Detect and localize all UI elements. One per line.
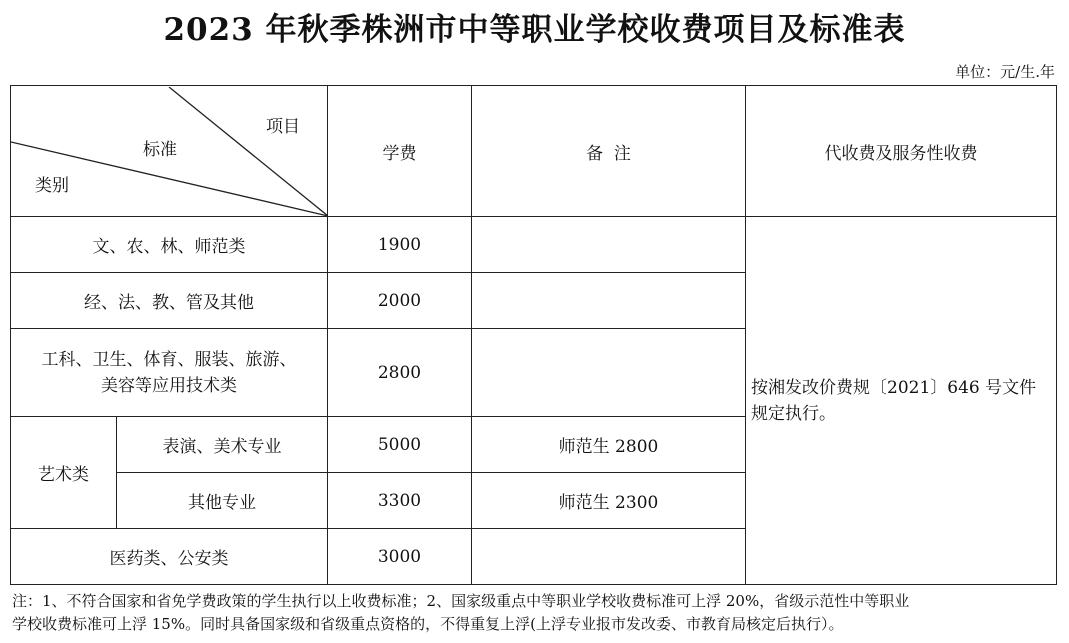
fee-table xyxy=(10,85,1057,585)
tuition-cell: 1900 xyxy=(328,217,472,273)
tuition-cell: 3000 xyxy=(328,529,472,585)
category-cell: 经、法、教、管及其他 xyxy=(11,273,328,329)
remark-cell xyxy=(472,529,746,585)
page-title: 2023 年秋季株洲市中等职业学校收费项目及标准表 xyxy=(163,12,906,48)
footnote-line: 学校收费标准可上浮 15%。同时具备国家级和省级重点资格的，不得重复上浮(上浮专业报市发改委、市教育局核定后执行）。 xyxy=(12,615,844,633)
header-item-label: 项目 xyxy=(266,116,300,137)
category-cell: 其他专业 xyxy=(117,473,328,529)
header-remarks: 备 注 xyxy=(472,86,746,217)
header-tuition: 学费 xyxy=(328,86,472,217)
header-row xyxy=(11,86,1057,217)
unit-label: 单位：元/生.年 xyxy=(955,63,1055,81)
category-cell: 文、农、林、师范类 xyxy=(11,217,328,273)
header-category-label: 类别 xyxy=(35,175,69,196)
tuition-cell: 2000 xyxy=(328,273,472,329)
remark-cell xyxy=(472,217,746,273)
remark-cell: 师范生 2300 xyxy=(472,473,746,529)
remark-cell: 师范生 2800 xyxy=(472,417,746,473)
tuition-cell: 2800 xyxy=(328,329,472,417)
tuition-cell: 3300 xyxy=(328,473,472,529)
services-note: 按湘发改价费规〔2021〕646 号文件规定执行。 xyxy=(751,377,1037,424)
remark-cell xyxy=(472,329,746,417)
remark-cell xyxy=(472,273,746,329)
footnote xyxy=(12,590,1058,636)
category-line: 工科、卫生、体育、服装、旅游、 xyxy=(41,349,297,370)
category-cell: 表演、美术专业 xyxy=(117,417,328,473)
tuition-cell: 5000 xyxy=(328,417,472,473)
services-note-cell xyxy=(746,217,1057,585)
category-cell xyxy=(11,329,328,417)
diagonal-header-cell xyxy=(11,86,328,217)
table-row xyxy=(11,217,1057,273)
category-cell: 医药类、公安类 xyxy=(11,529,328,585)
footnote-line: 注：1、不符合国家和省免学费政策的学生执行以上收费标准；2、国家级重点中等职业学校收费标准可上浮 20%，省级示范性中等职业 xyxy=(12,592,910,610)
group-cell: 艺术类 xyxy=(11,417,117,529)
header-standard-label: 标准 xyxy=(143,139,177,160)
category-line: 美容等应用技术类 xyxy=(101,375,237,396)
header-services: 代收费及服务性收费 xyxy=(746,86,1057,217)
